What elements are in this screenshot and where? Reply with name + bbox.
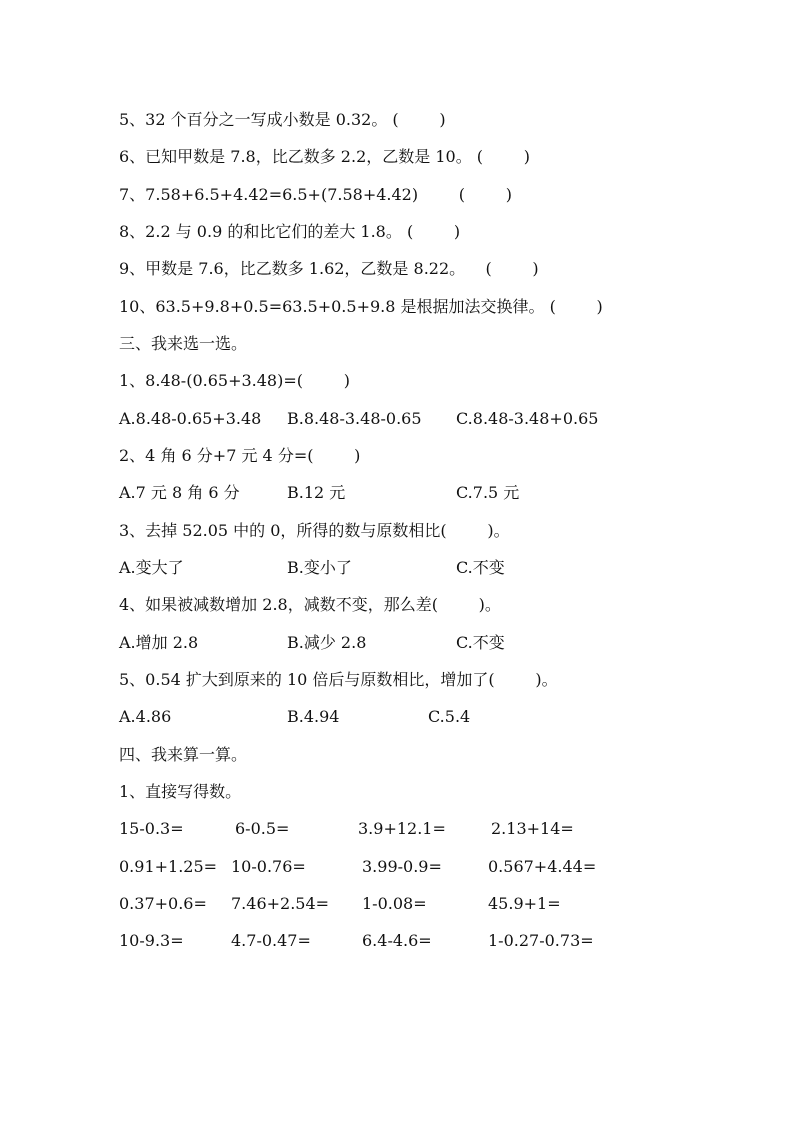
- calc-r1-c1: 15-0.3=: [119, 819, 184, 838]
- judge-item-7: 7、7.58+6.5+4.42=6.5+(7.58+4.42) ( ): [119, 185, 512, 204]
- choice-3-option-c: C.不变: [456, 558, 505, 577]
- judge-item-5: 5、32 个百分之一写成小数是 0.32。 ( ): [119, 110, 446, 129]
- calc-r2-c4: 0.567+4.44=: [488, 857, 597, 876]
- choice-1-option-b: B.8.48-3.48-0.65: [287, 409, 422, 428]
- calc-r1-c4: 2.13+14=: [491, 819, 574, 838]
- section-calc-subtitle: 1、直接写得数。: [119, 782, 242, 801]
- choice-3-option-b: B.变小了: [287, 558, 352, 577]
- choice-1-option-c: C.8.48-3.48+0.65: [456, 409, 599, 428]
- calc-r4-c3: 6.4-4.6=: [362, 931, 432, 950]
- judge-item-6: 6、已知甲数是 7.8，比乙数多 2.2，乙数是 10。 ( ): [119, 147, 530, 166]
- calc-r2-c3: 3.99-0.9=: [362, 857, 442, 876]
- judge-item-9: 9、甲数是 7.6，比乙数多 1.62，乙数是 8.22。 ( ): [119, 259, 539, 278]
- section-calc-title: 四、我来算一算。: [119, 745, 248, 764]
- choice-3-option-a: A.变大了: [119, 558, 184, 577]
- calc-r3-c2: 7.46+2.54=: [231, 894, 330, 913]
- choice-5-option-b: B.4.94: [287, 707, 340, 726]
- choice-1-option-a: A.8.48-0.65+3.48: [119, 409, 262, 428]
- choice-4-option-a: A.增加 2.8: [119, 633, 199, 652]
- choice-5-option-c: C.5.4: [428, 707, 471, 726]
- calc-r2-c1: 0.91+1.25=: [119, 857, 218, 876]
- calc-r1-c2: 6-0.5=: [235, 819, 290, 838]
- choice-4-option-b: B.减少 2.8: [287, 633, 367, 652]
- calc-r2-c2: 10-0.76=: [231, 857, 306, 876]
- calc-r1-c3: 3.9+12.1=: [358, 819, 446, 838]
- calc-r3-c1: 0.37+0.6=: [119, 894, 207, 913]
- choice-2-option-b: B.12 元: [287, 483, 346, 502]
- calc-r4-c1: 10-9.3=: [119, 931, 184, 950]
- calc-r3-c4: 45.9+1=: [488, 894, 561, 913]
- choice-question-2: 2、4 角 6 分+7 元 4 分=( ): [119, 446, 361, 465]
- calc-r4-c4: 1-0.27-0.73=: [488, 931, 594, 950]
- calc-r3-c3: 1-0.08=: [362, 894, 427, 913]
- choice-question-1: 1、8.48-(0.65+3.48)=( ): [119, 371, 350, 390]
- calc-r4-c2: 4.7-0.47=: [231, 931, 311, 950]
- choice-4-option-c: C.不变: [456, 633, 505, 652]
- choice-question-3: 3、去掉 52.05 中的 0，所得的数与原数相比( )。: [119, 521, 510, 540]
- choice-2-option-a: A.7 元 8 角 6 分: [119, 483, 240, 502]
- judge-item-8: 8、2.2 与 0.9 的和比它们的差大 1.8。 ( ): [119, 222, 461, 241]
- judge-item-10: 10、63.5+9.8+0.5=63.5+0.5+9.8 是根据加法交换律。 ( ): [119, 297, 603, 316]
- choice-2-option-c: C.7.5 元: [456, 483, 520, 502]
- choice-question-5: 5、0.54 扩大到原来的 10 倍后与原数相比，增加了( )。: [119, 670, 558, 689]
- choice-question-4: 4、如果被减数增加 2.8，减数不变，那么差( )。: [119, 595, 501, 614]
- section-choice-title: 三、我来选一选。: [119, 334, 248, 353]
- choice-5-option-a: A.4.86: [119, 707, 172, 726]
